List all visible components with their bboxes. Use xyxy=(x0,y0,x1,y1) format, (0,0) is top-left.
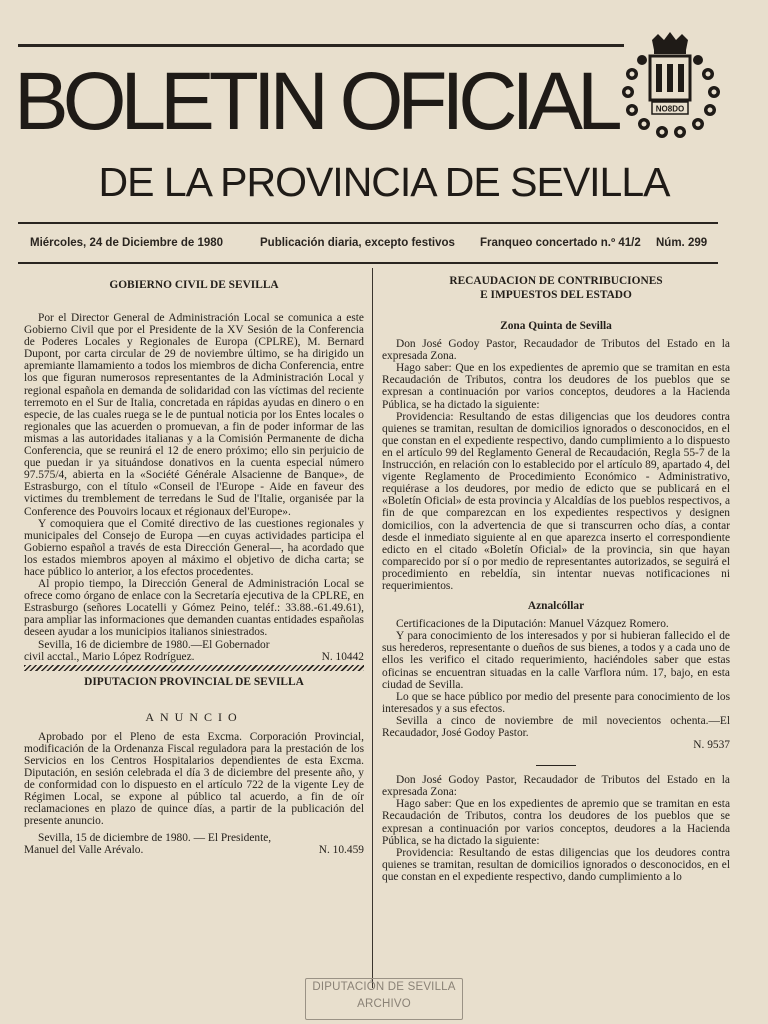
gobierno-paragraph-3: Al propio tiempo, la Dirección General de Administración Local se ofrece como órgano de enlace con la Secretaría ejecutiva de la CPLRE, en Estrasburgo (señores Locatelli y Gómez Peino, teléf.: 33.88.-61.49.61), para ampliar las informaciones que demanden cuantas entidades españolas deseen ayudar a los municipios italianos siniestrados. xyxy=(24,578,364,639)
franqueo-note: Franqueo concertado n.º 41/2 xyxy=(480,237,641,249)
header-rule-top xyxy=(18,222,718,224)
diputacion-signature-line-2: Manuel del Valle Arévalo. xyxy=(24,843,144,856)
gobierno-reference: N. 10442 xyxy=(321,650,364,663)
column-divider xyxy=(372,268,373,988)
masthead-subtitle: DE LA PROVINCIA DE SEVILLA xyxy=(98,159,670,205)
section-title-diputacion: DIPUTACION PROVINCIAL DE SEVILLA xyxy=(84,675,304,688)
publication-note: Publicación diaria, excepto festivos xyxy=(260,237,455,249)
section-title-gobierno: GOBIERNO CIVIL DE SEVILLA xyxy=(109,279,279,291)
svg-text:NO8DO: NO8DO xyxy=(655,104,685,114)
diputacion-signature-line-1: Sevilla, 15 de diciembre de 1980. — El Presidente, xyxy=(38,831,272,844)
second-edict-paragraph-3: Providencia: Resultando de estas diligencias que los deudores contra quienes se tramitan, resultan de domicilios ignorados o desconocidos, en el que constan en el expediente respectivo, dando cumplimiento a lo xyxy=(382,846,730,883)
gobierno-paragraph-1: Por el Director General de Administración Local se comunica a este Gobierno Civil que por el Presidente de la XV Sesión de la Conferencia de Poderes Locales y Regionales de Europa (CPLRE), M. Bernard Dupont, por carta circular de 29 de noviembre último, se ha dirigido un apremiante llamamiento a todos los miembros de dicha Conferencia, entre los que figuran numerosos representantes de la Administración Local y regional española en demanda de solidaridad con las víctimas del reciente terremoto en el Sur de Italia, concretada en rápidas ayudas en dinero o en especie, de las cuales ruega se le de puntual noticia por los Entes locales o regionales que las acuerden o promuevan, a fin de poder informar de las mismas a las autoridades italianas y a la Comisión Permanente de dicha Conferencia, que se reunirá el 12 de enero próximo; ello sin perjuicio de que puedan ir ya situándose donativos en la cuenta especial número 97.575/4, abierta en la «Société Générale Alsacienne de Banque», de Estrasburgo, con el título «Conseil de l'Europe - Aide en faveur des victimes du tremblement de terredans le Sud de l'Italie, organisée par la Conference des Pouvoirs locaux et régionaux del'Europe». xyxy=(24,312,364,518)
section-separator xyxy=(24,665,364,671)
diputacion-signature-row xyxy=(24,844,364,856)
aznalcollar-paragraph-3: Lo que se hace público por medio del presente para conocimiento de los interesados y a sus efectos. xyxy=(382,690,730,715)
aznalcollar-paragraph-1: Certificaciones de la Diputación: Manuel Vázquez Romero. xyxy=(396,618,669,631)
aznalcollar-paragraph-4: Sevilla a cinco de noviembre de mil novecientos ochenta.—El Recaudador, José Godoy Pastor. xyxy=(382,714,730,739)
diputacion-reference: N. 10.459 xyxy=(318,843,364,856)
archive-stamp-line-1: DIPUTACIÓN DE SEVILLA xyxy=(312,981,456,993)
recaudacion-paragraph-3: Providencia: Resultando de estas diligencias que los deudores contra quienes se tramitan, resultan de domicilios ignorados o desconocidos, en el que constan en el expediente respectivo, dando cumplimiento a lo dispuesto en el artículo 99 del Reglamento General de Recaudación, Regla 55-7 de la Instrucción, en relación con lo establecido por el artículo 89, apartado 4, del vigente Reglamento de Procedimiento Económico - Administrativo, requiérase a los deudores, por medio de edicto que se publicará en el «Boletín Oficial» de esta provincia y Alcaldías de los pueblos respectivos, a fin de que comparezcan en los expedientes respectivos y designen domicilios, con la advertencia de que si transcurren ocho días, a contar desde el inmediato siguiente al en que aparezca inserto el correspondiente edicto en el citado «Boletín Oficial» de la provincia, sin que hayan comparecido por sí o por medio de representantes autorizados, se seguirá el procedimiento en rebeldía, sin intentar nuevas notificaciones ni requerimientos. xyxy=(382,410,730,592)
masthead-top-rule xyxy=(18,44,624,47)
gobierno-signature-line-2: civil acctal., Mario López Rodríguez. xyxy=(24,650,195,663)
second-edict-paragraph-1: Don José Godoy Pastor, Recaudador de Tributos del Estado en la expresada Zona: xyxy=(382,774,730,799)
archive-stamp xyxy=(305,978,463,1020)
recaudacion-paragraph-2: Hago saber: Que en los expedientes de apremio que se tramitan en esta Recaudación de Tributos, contra los deudores de los pueblos que se expresan a continuación por varios conceptos, deudores a la Hacienda Pública, se ha dictado la siguiente: xyxy=(382,362,730,411)
issue-number: Núm. 299 xyxy=(656,237,708,249)
section-title-recaudacion: RECAUDACION DE CONTRIBUCIONES xyxy=(449,275,663,287)
zona-heading: Zona Quinta de Sevilla xyxy=(500,320,612,332)
anuncio-heading: ANUNCIO xyxy=(145,709,243,724)
masthead-title: BOLETIN OFICIAL xyxy=(14,56,617,147)
gobierno-paragraph-2: Y comoquiera que el Comité directivo de las cuestiones regionales y municipales del Consejo de Europa —en cuyas actividades participa el Gobierno español a través de esta Dirección General—, ha acordado que los estados miembros apoyen al máximo el objetivo de dicha carta; se hace público lo anterior, a los efectos procedentes. xyxy=(24,517,364,578)
header-rule-bottom xyxy=(18,262,718,264)
gobierno-signature-row xyxy=(24,651,364,663)
diputacion-paragraph: Aprobado por el Pleno de esta Excma. Corporación Provincial, modificación de la Ordenanza Fiscal reguladora para la prestación de los Servicios en los Centros Hospitalarios dependientes de esta Excma. Diputación, en sesión celebrada el día 3 de diciembre del presente año, y de conformidad con lo dispuesto en el artículo 722 de la vigente Ley de Régimen Local, se expone al público tal acuerdo, a fin de oír reclamaciones en plazo de quince días, a partir de la publicación del presente anuncio. xyxy=(24,730,364,828)
aznalcollar-paragraph-2: Y para conocimiento de los interesados y por si hubieran fallecido el de sus herederos, representante o dueños de sus bienes, a todos y a cada uno de ellos les verifico el citado requerimiento, haciéndoles saber que estas oficinas se encuentran situadas en la calle Varflora núm. 17, bajo, en esta ciudad de Sevilla. xyxy=(382,630,730,691)
city-seal-icon xyxy=(618,30,722,138)
right-column xyxy=(382,272,730,883)
section-subtitle-recaudacion: E IMPUESTOS DEL ESTADO xyxy=(480,289,632,301)
gobierno-signature-line-1: Sevilla, 16 de diciembre de 1980.—El Gobernador xyxy=(38,638,270,651)
archive-stamp-line-2: ARCHIVO xyxy=(357,998,411,1010)
issue-date: Miércoles, 24 de Diciembre de 1980 xyxy=(30,237,224,249)
aznalcollar-reference: N. 9537 xyxy=(693,739,730,752)
aznalcollar-heading: Aznalcóllar xyxy=(527,600,585,613)
edict-separator xyxy=(536,765,576,766)
left-column xyxy=(24,272,364,856)
recaudacion-paragraph-1: Don José Godoy Pastor, Recaudador de Tributos del Estado en la expresada Zona. xyxy=(382,338,730,363)
second-edict-paragraph-2: Hago saber: Que en los expedientes de apremio que se tramitan en esta Recaudación de Tributos, contra los deudores de los pueblos que se expresan a continuación por varios conceptos, deudores a la Hacienda Pública, se ha dictado la siguiente: xyxy=(382,798,730,847)
